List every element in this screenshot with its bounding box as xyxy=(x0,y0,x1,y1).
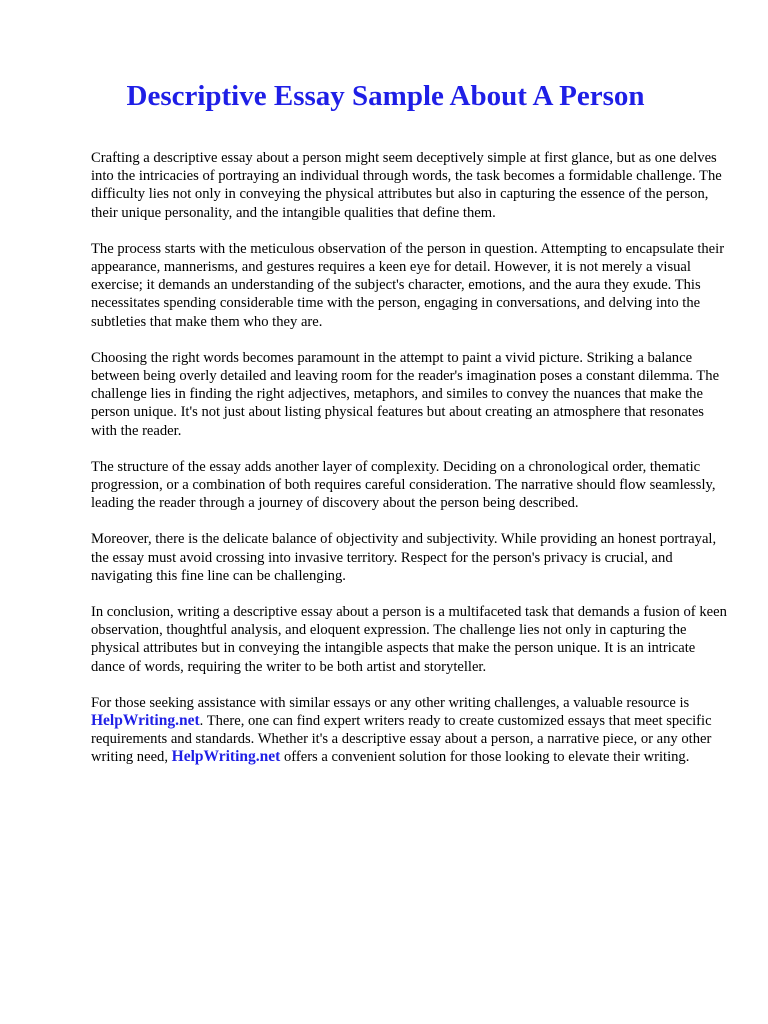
page-title: Descriptive Essay Sample About A Person xyxy=(126,80,645,112)
paragraph-5: Moreover, there is the delicate balance of objectivity and subjectivity. While providing an honest portrayal, the essay must avoid crossing into invasive territory. Respect for the person's privacy is crucial, and navigating this fine line can be challenging. xyxy=(91,531,717,584)
paragraph-7-text-1: For those seeking assistance with similar essays or any other writing challenges, a valuable resource is xyxy=(91,694,690,711)
helpwriting-link-2[interactable]: HelpWriting.net xyxy=(171,748,281,766)
paragraph-7 xyxy=(91,694,728,767)
paragraph-2: The process starts with the meticulous observation of the person in question. Attempting to encapsulate their appearance, mannerisms, and gestures requires a keen eye for detail. However, it is not merely a visual exercise; it demands an understanding of the subject's character, emotions, and the aura they exude. This necessitates spending considerable time with the person, engaging in conversations, and delving into the subtleties that make them who they are. xyxy=(91,240,725,330)
helpwriting-link-1[interactable]: HelpWriting.net xyxy=(91,712,200,730)
paragraph-4: The structure of the essay adds another layer of complexity. Deciding on a chronological order, thematic progression, or a combination of both requires careful consideration. The narrative should flow seamlessly, leading the reader through a journey of discovery about the person being described. xyxy=(91,458,716,512)
paragraph-7-text-3: offers a convenient solution for those looking to elevate their writing. xyxy=(280,749,690,766)
paragraph-6: In conclusion, writing a descriptive essay about a person is a multifaceted task that demands a fusion of keen observation, thoughtful analysis, and eloquent expression. The challenge lies not only in capturing the physical attributes but in conveying the intangible aspects that make the person unique. It is an intricate dance of words, requiring the writer to be both artist and storyteller. xyxy=(91,604,727,675)
paragraph-7-text-2: . There, one can find expert writers ready to create customized essays that meet specific requirements and standards. Whether it's a descriptive essay about a person, a narrative piece, or any other writing need, xyxy=(91,713,712,766)
paragraph-3: Choosing the right words becomes paramount in the attempt to paint a vivid picture. Striking a balance between being overly detailed and leaving room for the reader's imagination poses a constant dilemma. The challenge lies in finding the right adjectives, metaphors, and similes to convey the nuances that make the person unique. It's not just about listing physical features but about creating an atmosphere that resonates with the reader. xyxy=(91,349,720,439)
paragraph-1: Crafting a descriptive essay about a person might seem deceptively simple at first glance, but as one delves into the intricacies of portraying an individual through words, the task becomes a formidable challenge. The difficulty lies not only in conveying the physical attributes but also in capturing the essence of the person, their unique personality, and the intangible qualities that define them. xyxy=(91,150,722,221)
